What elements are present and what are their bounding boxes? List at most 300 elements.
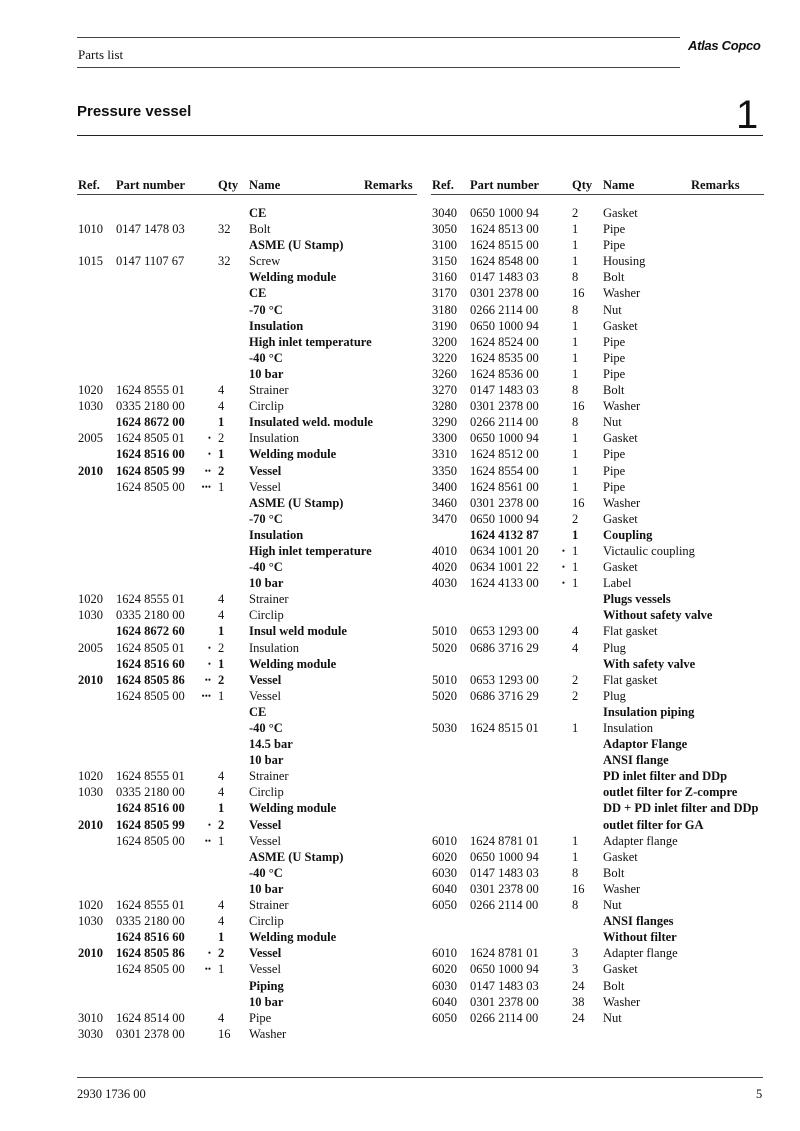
table-row (432, 527, 767, 543)
cell-ref: 3300 (432, 431, 457, 446)
cell-name: Pipe (249, 1010, 272, 1025)
cell-name: High inlet temperature (249, 543, 372, 558)
table-row (78, 511, 418, 527)
cell-part: 1624 8524 00 (470, 334, 539, 349)
cell-qty: 3 (572, 946, 579, 961)
cell-name: With safety valve (603, 656, 696, 671)
table-row (432, 543, 767, 559)
table-row (78, 656, 418, 672)
cell-dots: •• (204, 674, 211, 685)
cell-qty: 1 (218, 688, 225, 703)
cell-part: 0653 1293 00 (470, 624, 539, 639)
table-row (432, 768, 767, 784)
cell-qty: 1 (572, 350, 579, 365)
cell-dots: •• (204, 964, 211, 975)
cell-name: Pipe (603, 350, 626, 365)
table-row (432, 398, 767, 414)
cell-name: Gasket (603, 962, 638, 977)
cell-qty: 1 (218, 447, 225, 462)
table-row (432, 366, 767, 382)
cell-name: Pipe (603, 222, 626, 237)
page-number: 5 (756, 1087, 763, 1101)
cell-dots: • (207, 449, 211, 460)
cell-part: 0147 1483 03 (470, 978, 539, 993)
cell-qty: 16 (572, 399, 585, 414)
table-row (432, 752, 767, 768)
table-row (78, 752, 418, 768)
cell-name: Vessel (249, 946, 282, 961)
cell-ref: 3150 (432, 254, 457, 269)
cell-part: 0266 2114 00 (470, 898, 539, 913)
cell-name: Washer (603, 286, 641, 301)
cell-qty: 32 (218, 222, 231, 237)
cell-qty: 4 (218, 785, 225, 800)
cell-dots: • (561, 562, 565, 573)
cell-name: outlet filter for Z-compre (603, 785, 738, 800)
cell-ref: 3190 (432, 318, 457, 333)
cell-name: Washer (603, 495, 641, 510)
col-header-name-right: Name (603, 178, 635, 192)
col-header-part-right: Part number (470, 178, 540, 192)
cell-part: 0650 1000 94 (470, 962, 539, 977)
atlas-copco-logo: Atlas Copco (688, 38, 761, 53)
table-row (78, 945, 418, 961)
table-row (432, 318, 767, 334)
cell-name: Gasket (603, 849, 638, 864)
cell-name: Insulated weld. module (249, 415, 373, 430)
table-row (78, 736, 418, 752)
cell-ref: 3040 (432, 206, 457, 220)
table-row (432, 463, 767, 479)
cell-dots: •• (204, 465, 211, 476)
cell-qty: 1 (572, 447, 579, 462)
cell-name: Plug (603, 640, 626, 655)
table-row (78, 205, 418, 221)
cell-name: -40 °C (249, 350, 283, 365)
cell-ref: 1030 (78, 785, 103, 800)
cell-part: 0266 2114 00 (470, 302, 539, 317)
table-row (432, 479, 767, 495)
cell-qty: 24 (572, 978, 585, 993)
cell-name: Insulation (249, 640, 299, 655)
cell-ref: 3260 (432, 366, 457, 381)
cell-ref: 1015 (78, 254, 103, 269)
cell-part: 0147 1483 03 (470, 270, 539, 285)
table-row (78, 318, 418, 334)
cell-qty: 4 (218, 383, 225, 398)
cell-ref: 4020 (432, 560, 457, 575)
table-row (432, 205, 767, 221)
cell-dots: • (561, 545, 565, 556)
table-row (432, 736, 767, 752)
cell-ref: 3220 (432, 350, 457, 365)
cell-part: 1624 8505 86 (116, 672, 185, 687)
cell-part: 0301 2378 00 (116, 1026, 185, 1041)
cell-ref: 1010 (78, 222, 103, 237)
cell-ref: 3470 (432, 511, 457, 526)
cell-part: 1624 8513 00 (470, 222, 539, 237)
cell-name: Vessel (249, 479, 281, 494)
cell-ref: 6030 (432, 978, 457, 993)
cell-part: 0650 1000 94 (470, 318, 539, 333)
cell-part: 1624 8555 01 (116, 383, 185, 398)
table-row (432, 430, 767, 446)
cell-name: Without filter (603, 930, 677, 945)
table-row (78, 414, 418, 430)
cell-qty: 1 (572, 527, 579, 542)
cell-qty: 2 (218, 672, 225, 687)
cell-ref: 3200 (432, 334, 457, 349)
cell-name: CE (249, 704, 267, 719)
cell-qty: 2 (572, 511, 579, 526)
table-row (78, 961, 418, 977)
cell-qty: 24 (572, 1010, 585, 1025)
table-row (78, 978, 418, 994)
cell-name: Plugs vessels (603, 592, 671, 607)
cell-ref: 5030 (432, 721, 457, 735)
cell-name: Insulation piping (603, 704, 695, 719)
cell-ref: 3290 (432, 415, 457, 430)
table-row (78, 800, 418, 816)
table-row (78, 430, 418, 446)
cell-ref: 5010 (432, 672, 457, 687)
cell-part: 0650 1000 94 (470, 431, 539, 446)
table-row (78, 1026, 418, 1042)
cell-name: Piping (249, 978, 284, 993)
cell-ref: 3400 (432, 479, 457, 494)
cell-name: 10 bar (249, 994, 284, 1009)
cell-name: High inlet temperature (249, 334, 372, 349)
cell-part: 1624 8672 00 (116, 415, 185, 430)
cell-ref: 5020 (432, 640, 457, 655)
header-bottom-rule (77, 67, 680, 68)
cell-qty: 1 (572, 222, 579, 237)
cell-name: Vessel (249, 672, 282, 687)
table-row (78, 221, 418, 237)
table-row (78, 446, 418, 462)
cell-ref: 5010 (432, 624, 457, 639)
cell-part: 1624 8505 01 (116, 640, 185, 655)
cell-qty: 16 (218, 1026, 231, 1041)
cell-name: Screw (249, 254, 281, 269)
cell-name: Bolt (603, 383, 625, 398)
cell-qty: 16 (572, 495, 585, 510)
table-row (78, 237, 418, 253)
table-row (432, 237, 767, 253)
cell-qty: 3 (572, 962, 579, 977)
cell-name: Bolt (603, 270, 625, 285)
cell-qty: 1 (218, 415, 225, 430)
table-row (78, 640, 418, 656)
cell-ref: 3050 (432, 222, 457, 237)
cell-part: 0634 1001 22 (470, 560, 539, 575)
page-title: Pressure vessel (77, 103, 192, 120)
cell-qty: 1 (572, 254, 579, 269)
cell-ref: 2005 (78, 431, 103, 446)
col-header-ref-right: Ref. (432, 178, 454, 192)
cell-qty: 1 (572, 334, 579, 349)
cell-name: Nut (603, 415, 622, 430)
cell-qty: 1 (572, 576, 579, 591)
col-header-ref-left: Ref. (78, 178, 100, 192)
table-row (432, 302, 767, 318)
cell-part: 1624 8505 00 (116, 479, 185, 494)
cell-ref: 2010 (78, 463, 103, 478)
cell-name: Coupling (603, 527, 653, 542)
cell-part: 1624 8561 00 (470, 479, 539, 494)
table-row (432, 913, 767, 929)
cell-ref: 2010 (78, 946, 103, 961)
cell-qty: 8 (572, 898, 579, 913)
cell-dots: ••• (201, 690, 211, 701)
cell-qty: 4 (218, 898, 225, 913)
table-row (78, 833, 418, 849)
cell-qty: 4 (572, 624, 579, 639)
cell-name: -40 °C (249, 865, 283, 880)
table-row (432, 784, 767, 800)
table-row (78, 929, 418, 945)
cell-name: Nut (603, 898, 622, 913)
cell-qty: 4 (218, 608, 225, 623)
cell-ref: 6020 (432, 962, 457, 977)
table-row (432, 945, 767, 961)
table-row (432, 591, 767, 607)
col-header-name-left: Name (249, 178, 281, 192)
cell-part: 0650 1000 94 (470, 849, 539, 864)
cell-name: Insulation (249, 431, 299, 446)
cell-qty: 1 (572, 431, 579, 446)
table-row (78, 543, 418, 559)
cell-qty: 1 (572, 849, 579, 864)
cell-part: 1624 8781 01 (470, 946, 539, 961)
table-row (78, 817, 418, 833)
cell-name: Pipe (603, 366, 626, 381)
table-row (78, 768, 418, 784)
cell-name: Plug (603, 688, 626, 703)
table-row (432, 285, 767, 301)
cell-part: 0147 1478 03 (116, 222, 185, 237)
cell-part: 0335 2180 00 (116, 914, 185, 929)
cell-part: 0266 2114 00 (470, 415, 539, 430)
cell-part: 1624 8554 00 (470, 463, 539, 478)
footer-rule (77, 1077, 763, 1078)
cell-qty: 1 (218, 624, 225, 639)
table-row (432, 849, 767, 865)
cell-qty: 38 (572, 994, 585, 1009)
table-row (432, 833, 767, 849)
cell-name: Adapter flange (603, 833, 678, 848)
table-row (432, 656, 767, 672)
cell-dots: • (207, 819, 211, 830)
cell-ref: 3270 (432, 383, 457, 398)
cell-name: -70 °C (249, 511, 283, 526)
table-row (78, 607, 418, 623)
cell-ref: 2005 (78, 640, 103, 655)
cell-part: 1624 8555 01 (116, 769, 185, 784)
cell-name: Vessel (249, 817, 282, 832)
cell-name: -70 °C (249, 302, 283, 317)
cell-name: 10 bar (249, 753, 284, 768)
cell-qty: 4 (218, 592, 225, 607)
cell-ref: 3160 (432, 270, 457, 285)
table-row (78, 463, 418, 479)
cell-qty: 2 (218, 817, 225, 832)
table-row (432, 350, 767, 366)
cell-qty: 1 (572, 560, 579, 575)
cell-qty: 2 (218, 946, 225, 961)
cell-name: Without safety valve (603, 608, 713, 623)
cell-part: 1624 8505 00 (116, 688, 185, 703)
cell-ref: 1020 (78, 898, 103, 913)
cell-part: 1624 8672 60 (116, 624, 185, 639)
table-row (78, 382, 418, 398)
cell-dots: •• (204, 835, 211, 846)
table-row (432, 961, 767, 977)
document-number: 2930 1736 00 (77, 1087, 146, 1101)
cell-name: Welding module (249, 447, 337, 462)
cell-ref: 4030 (432, 576, 457, 591)
cell-part: 0266 2114 00 (470, 1010, 539, 1025)
cell-name: Adaptor Flange (603, 737, 688, 752)
table-row (78, 688, 418, 704)
cell-part: 1624 8516 60 (116, 656, 185, 671)
table-row (432, 221, 767, 237)
table-row (78, 334, 418, 350)
parts-table-right (432, 205, 767, 1026)
cell-part: 1624 8515 00 (470, 238, 539, 253)
cell-qty: 1 (572, 238, 579, 253)
cell-name: Bolt (603, 865, 625, 880)
cell-ref: 2010 (78, 817, 103, 832)
table-row (78, 784, 418, 800)
cell-name: Vessel (249, 962, 281, 977)
cell-name: Pipe (603, 447, 626, 462)
cell-qty: 1 (218, 833, 225, 848)
cell-name: -40 °C (249, 721, 283, 735)
cell-name: PD inlet filter and DDp (603, 769, 728, 784)
cell-name: Insulation (603, 721, 653, 735)
table-row (78, 591, 418, 607)
table-row (78, 575, 418, 591)
cell-qty: 1 (218, 930, 225, 945)
cell-ref: 6040 (432, 881, 457, 896)
table-row (78, 253, 418, 269)
cell-part: 0147 1483 03 (470, 383, 539, 398)
cell-part: 1624 8505 00 (116, 833, 185, 848)
cell-qty: 2 (572, 688, 579, 703)
cell-ref: 4010 (432, 543, 457, 558)
table-row (78, 897, 418, 913)
cell-name: Vessel (249, 688, 281, 703)
cell-ref: 5020 (432, 688, 457, 703)
cell-qty: 1 (218, 962, 225, 977)
cell-part: 0147 1107 67 (116, 254, 185, 269)
cell-part: 0650 1000 94 (470, 206, 539, 220)
table-row (432, 978, 767, 994)
cell-name: Pipe (603, 463, 626, 478)
cell-part: 1624 8505 99 (116, 463, 185, 478)
cell-dots: ••• (201, 481, 211, 492)
cell-name: Gasket (603, 318, 638, 333)
table-row (432, 495, 767, 511)
cell-qty: 8 (572, 383, 579, 398)
cell-part: 1624 8512 00 (470, 447, 539, 462)
table-row (432, 865, 767, 881)
cell-ref: 3460 (432, 495, 457, 510)
col-header-qty-right: Qty (572, 178, 593, 192)
cell-qty: 2 (572, 672, 579, 687)
cell-name: Housing (603, 254, 646, 269)
cell-name: Strainer (249, 592, 289, 607)
table-row (432, 672, 767, 688)
cell-part: 1624 8515 01 (470, 721, 539, 735)
cell-qty: 2 (218, 640, 225, 655)
cell-ref: 3350 (432, 463, 457, 478)
cell-name: Circlip (249, 914, 284, 929)
cell-dots: • (561, 578, 565, 589)
cell-qty: 16 (572, 881, 585, 896)
table-row (78, 495, 418, 511)
table-row (432, 446, 767, 462)
table-row (78, 398, 418, 414)
cell-qty: 8 (572, 415, 579, 430)
col-header-qty-left: Qty (218, 178, 239, 192)
cell-qty: 4 (572, 640, 579, 655)
table-row (432, 688, 767, 704)
cell-part: 0335 2180 00 (116, 785, 185, 800)
cell-qty: 1 (572, 479, 579, 494)
cell-dots: • (207, 642, 211, 653)
cell-part: 1624 8555 01 (116, 592, 185, 607)
cell-name: ASME (U Stamp) (249, 238, 344, 253)
cell-part: 1624 8548 00 (470, 254, 539, 269)
cell-name: Strainer (249, 769, 289, 784)
table-row (432, 511, 767, 527)
cell-name: Washer (603, 881, 641, 896)
col-header-remarks-left: Remarks (364, 178, 413, 192)
cell-part: 1624 4133 00 (470, 576, 539, 591)
table-row (432, 623, 767, 639)
table-row (78, 672, 418, 688)
cell-part: 1624 8535 00 (470, 350, 539, 365)
cell-ref: 3100 (432, 238, 457, 253)
cell-name: Circlip (249, 785, 284, 800)
cell-name: Strainer (249, 383, 289, 398)
cell-qty: 1 (572, 833, 579, 848)
cell-qty: 1 (572, 543, 579, 558)
cell-part: 0301 2378 00 (470, 286, 539, 301)
table-row (78, 849, 418, 865)
cell-ref: 3180 (432, 302, 457, 317)
cell-ref: 6010 (432, 833, 457, 848)
cell-ref: 3310 (432, 447, 457, 462)
cell-qty: 4 (218, 1010, 225, 1025)
cell-name: Gasket (603, 206, 638, 220)
cell-dots: • (207, 658, 211, 669)
cell-name: Pipe (603, 334, 626, 349)
table-row (432, 640, 767, 656)
table-row (432, 817, 767, 833)
table-row (78, 350, 418, 366)
cell-qty: 1 (572, 721, 579, 735)
table-row (78, 623, 418, 639)
cell-name: Insulation (249, 318, 304, 333)
cell-part: 0301 2378 00 (470, 881, 539, 896)
table-row (432, 929, 767, 945)
cell-name: Washer (249, 1026, 287, 1041)
cell-ref: 6030 (432, 865, 457, 880)
cell-part: 1624 8505 00 (116, 962, 185, 977)
